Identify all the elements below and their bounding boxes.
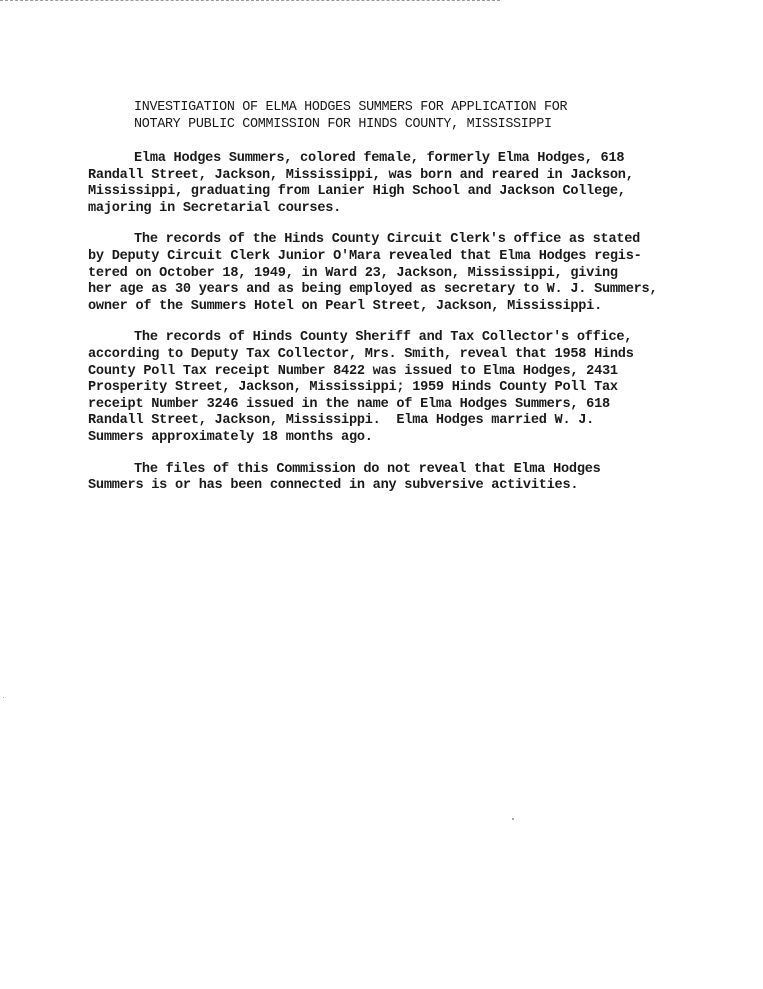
paragraph-line: her age as 30 years and as being employed as secretary to W. J. Summers, — [88, 282, 658, 298]
document-page — [88, 99, 748, 510]
paragraph-line: according to Deputy Tax Collector, Mrs. Smith, reveal that 1958 Hinds — [88, 346, 634, 362]
document-heading — [88, 99, 748, 133]
paragraph-line: Randall Street, Jackson, Mississippi, was born and reared in Jackson, — [88, 167, 634, 183]
paragraph-line: receipt Number 3246 issued in the name of Elma Hodges Summers, 618 — [88, 396, 610, 412]
scan-speck — [3, 697, 4, 698]
top-dashed-rule — [0, 0, 500, 1]
paragraph-line: The records of Hinds County Sheriff and Tax Collector's office, — [134, 330, 633, 346]
paragraph-line: majoring in Secretarial courses. — [88, 200, 342, 216]
paragraph-line: Prosperity Street, Jackson, Mississippi; 1959 Hinds County Poll Tax — [88, 380, 618, 396]
paragraph-commission-files — [88, 462, 748, 495]
paragraph-line: Elma Hodges Summers, colored female, formerly Elma Hodges, 618 — [134, 151, 625, 166]
heading-line-1: INVESTIGATION OF ELMA HODGES SUMMERS FOR APPLICATION FOR — [134, 100, 568, 115]
paragraph-line: by Deputy Circuit Clerk Junior O'Mara revealed that Elma Hodges regis- — [88, 248, 642, 264]
paragraph-background — [88, 151, 748, 217]
paragraph-circuit-clerk-records — [88, 232, 748, 315]
paragraph-tax-collector-records — [88, 330, 748, 446]
paragraph-line: The files of this Commission do not reveal that Elma Hodges — [134, 461, 601, 477]
heading-line-2: NOTARY PUBLIC COMMISSION FOR HINDS COUNTY, MISSISSIPPI — [134, 117, 552, 132]
paragraph-line: Summers approximately 18 months ago. — [88, 429, 373, 445]
paragraph-line: Mississippi, graduating from Lanier High School and Jackson College, — [88, 184, 626, 200]
paragraph-line: Summers is or has been connected in any subversive activities. — [88, 478, 579, 494]
paragraph-line: The records of the Hinds County Circuit Clerk's office as stated — [134, 232, 641, 248]
paragraph-line: County Poll Tax receipt Number 8422 was issued to Elma Hodges, 2431 — [88, 363, 618, 379]
paragraph-line: Randall Street, Jackson, Mississippi. Elma Hodges married W. J. — [88, 413, 595, 429]
paragraph-line: owner of the Summers Hotel on Pearl Street, Jackson, Mississippi. — [88, 298, 602, 314]
paragraph-line: tered on October 18, 1949, in Ward 23, Jackson, Mississippi, giving — [88, 265, 618, 281]
scan-speck — [512, 818, 514, 820]
